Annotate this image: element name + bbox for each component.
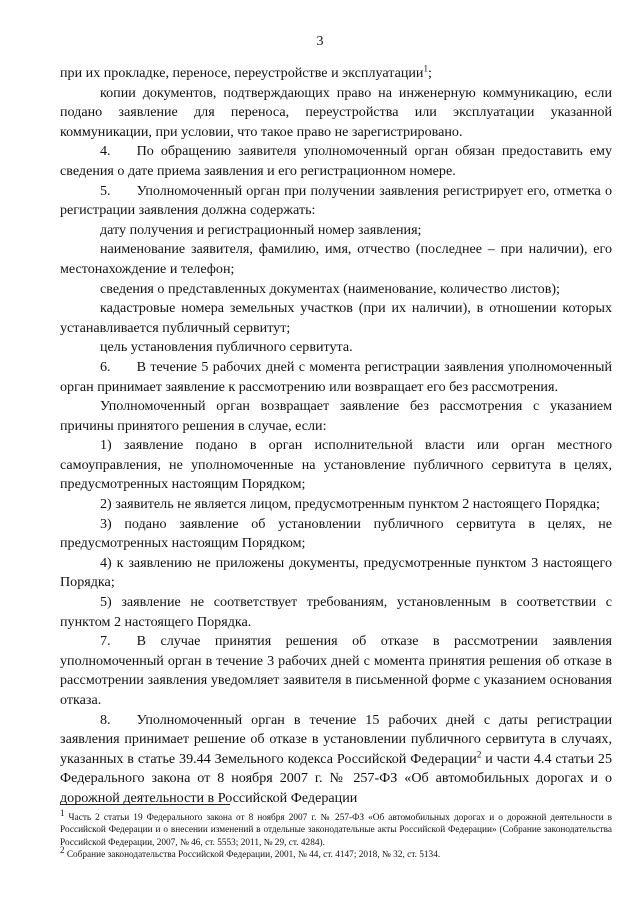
footnote-ref-1: 1 [423,63,428,74]
item-number: 8. [100,711,111,728]
numbered-paragraph-6: 6. В течение 5 рабочих дней с момента регистрации заявления уполномоченный орган принимает заявление к рассмотрению или возвращает его без рассмотрения. [60,358,612,395]
paragraph: наименование заявителя, фамилию, имя, отчество (последнее – при наличии), его местонахождение и телефон; [60,241,612,277]
paragraph: цель установления публичного сервитута. [100,339,353,356]
paragraph: Уполномоченный орган возвращает заявление без рассмотрения с указанием причины принятого решения в случае, если: [60,398,612,434]
item-number: 6. [100,358,111,375]
item-number: 4. [100,143,111,160]
footnote-2: $^2$ Собрание законодательства Российской Федерации, 2001, № 44, ст. 4147; 2018, № 32, ст. 5134. [60,845,441,861]
paragraph: дату получения и регистрационный номер заявления; [100,221,422,238]
list-item: 5) заявление не соответствует требованиям, установленным в соответствии с пунктом 2 настоящего Порядка. [60,594,612,630]
list-item: 1) заявление подано в орган исполнительной власти или орган местного самоуправления, не уполномоченные на установление публичного сервитута в целях, предусмотренных настоящим Порядком; [60,437,612,493]
footnote-1: $^1$ Часть 2 статьи 19 Федерального закона от 8 ноября 2007 г. № 257-ФЗ «Об автомобильных дорогах и о дорожной деятельности в Российской Федерации и о внесении изменений в отдельные законодательные акты Российской Федерации» (Собрание законодательства Российской Федерации, 2007, № 46, ст. 5553; 2011, № 29, ст. 4284). [60,807,612,848]
numbered-paragraph-5: 5. Уполномоченный орган при получении заявления регистрирует его, отметка о регистрации заявления должна содержать: [60,182,612,219]
numbered-paragraph-4: 4. По обращению заявителя уполномоченный орган обязан предоставить ему сведения о дате приема заявления и его регистрационном номере. [60,143,612,179]
item-number: 5. [100,182,111,199]
list-item: 4) к заявлению не приложены документы, предусмотренные пунктом 3 настоящего Порядка; [60,554,612,591]
footnotes [60,807,612,862]
numbered-paragraph-8: 8. Уполномоченный орган в течение 15 рабочих дней с даты регистрации заявления принимает решение об отказе в установлении публичного сервитута в случаях, указанных в статье 39.44 Земельного кодекса Российской Федерации$^2$ и части 4.4 статьи 25 Федерального закона от 8 ноября 2007 г. № 257-ФЗ «Об автомобильных дорогах и о дорожной деятельности в Российской Федерации [60,711,613,806]
paragraph: сведения о представленных документах (наименование, количество листов); [100,280,560,297]
footnote-ref-2: 2 [476,749,482,760]
document-body [60,64,612,809]
list-item: 3) подано заявление об установлении публичного сервитута в целях, не предусмотренных настоящим Порядком; [60,515,612,552]
footnote-divider [60,804,230,805]
numbered-paragraph-7: 7. В случае принятия решения об отказе в рассмотрении заявления уполномоченный орган в течение 3 рабочих дней с момента принятия решения об отказе в рассмотрении заявления уведомляет заявителя в письменной форме с указанием основания отказа. [60,633,612,708]
item-number: 7. [100,633,111,650]
paragraph-continuation: при их прокладке, переносе, переустройстве и эксплуатации$^1$; [60,63,432,81]
paragraph: кадастровые номера земельных участков (при их наличии), в отношении которых устанавливается публичный сервитут; [60,300,612,336]
page-number: 3 [316,34,324,49]
paragraph: копии документов, подтверждающих право на инженерную коммуникацию, если подано заявление для переноса, переустройства или эксплуатации указанной коммуникации, при условии, что такое право не зарегистрировано. [60,84,612,140]
list-item: 2) заявитель не является лицом, предусмотренным пунктом 2 настоящего Порядка; [100,496,600,513]
